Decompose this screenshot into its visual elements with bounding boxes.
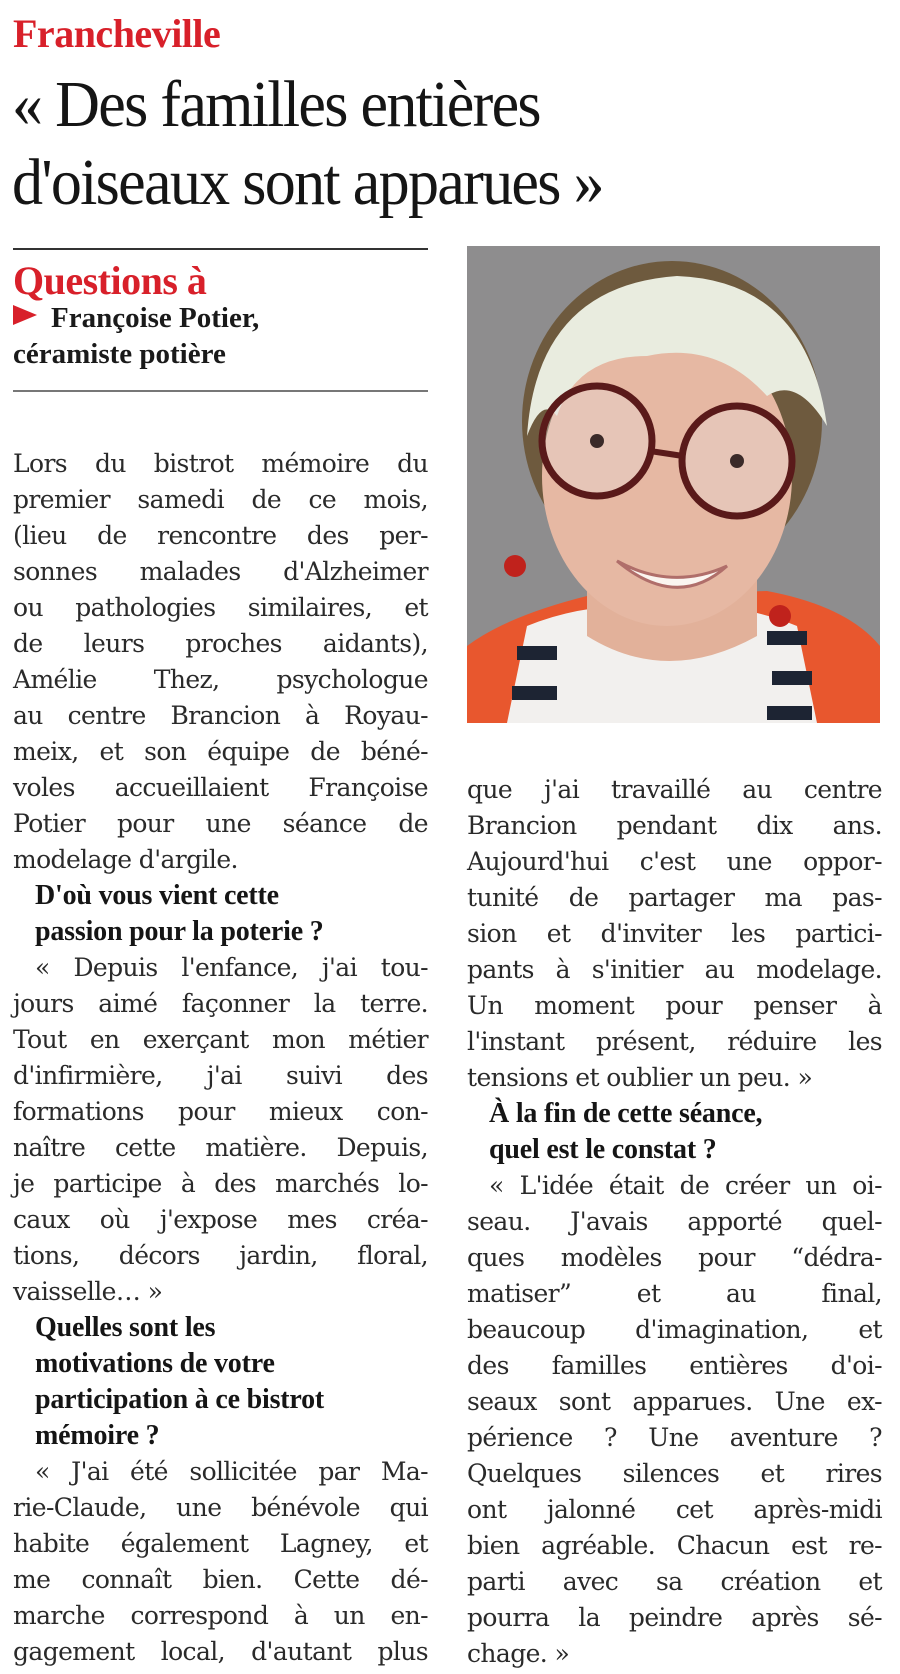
text-line: formations pour mieux con-: [13, 1097, 428, 1126]
text-line: « Depuis l'enfance, j'ai tou-: [35, 953, 428, 982]
text-line: jours aimé façonner la terre.: [13, 989, 428, 1018]
text-line: tunité de partager ma pas-: [467, 883, 882, 912]
interviewee-block: [13, 300, 259, 372]
text-line: caux où j'expose mes créa-: [13, 1205, 428, 1234]
text-line: sion et d'inviter les partici-: [467, 919, 882, 948]
right-column: [467, 772, 882, 1672]
text-line: Quelques silences et rires: [467, 1459, 882, 1488]
text-line: sonnes malades d'Alzheimer: [13, 557, 428, 586]
text-line: d'infirmière, j'ai suivi des: [13, 1061, 428, 1090]
text-line: parti avec sa création et: [467, 1567, 882, 1596]
divider-top: [13, 248, 428, 250]
interviewee-name: Françoise Potier,: [51, 302, 260, 334]
divider-bottom: [13, 390, 428, 392]
text-line: habite également Lagney, et: [13, 1529, 428, 1558]
text-line: vaisselle… »: [13, 1277, 163, 1306]
question-line: mémoire ?: [35, 1420, 160, 1451]
section-kicker: Francheville: [13, 11, 221, 56]
question-2: [13, 1310, 428, 1454]
answer-1: [13, 950, 428, 1310]
text-line: chage. »: [467, 1639, 570, 1668]
questions-label: Questions à: [13, 258, 207, 303]
red-triangle-icon: [13, 305, 37, 325]
intro-paragraph: [13, 446, 428, 878]
interviewee-role: céramiste potière: [13, 338, 226, 370]
text-line: premier samedi de ce mois,: [13, 485, 428, 514]
text-line: des familles entières d'oi-: [467, 1351, 882, 1380]
text-line: je participe à des marchés lo-: [13, 1169, 428, 1198]
text-line: Lors du bistrot mémoire du: [13, 449, 428, 478]
portrait-photo: [467, 246, 880, 723]
text-line: bien agréable. Chacun est re-: [467, 1531, 882, 1560]
headline-line-2: d'oiseaux sont apparues »: [12, 146, 603, 219]
question-line: motivations de votre: [35, 1348, 275, 1379]
text-line: de leurs proches aidants),: [13, 629, 428, 658]
text-line: tensions et oublier un peu. »: [467, 1063, 813, 1092]
question-line: passion pour la poterie ?: [35, 916, 324, 947]
text-line: me connaît bien. Cette dé-: [13, 1565, 428, 1594]
answer-3: [467, 1168, 882, 1672]
text-line: au centre Brancion à Royau-: [13, 701, 428, 730]
question-1: [13, 878, 428, 950]
question-line: Quelles sont les: [35, 1312, 216, 1343]
text-line: pants à s'initier au modelage.: [467, 955, 882, 984]
text-line: périence ? Une aventure ?: [467, 1423, 882, 1452]
question-line: À la fin de cette séance,: [489, 1098, 763, 1129]
text-line: gagement local, d'autant plus: [13, 1637, 428, 1666]
text-line: modelage d'argile.: [13, 845, 238, 874]
text-line: ont jalonné cet après-midi: [467, 1495, 882, 1524]
text-line: (lieu de rencontre des per-: [13, 521, 428, 550]
answer-2-continued: [467, 772, 882, 1096]
text-line: ques modèles pour “dédra-: [467, 1243, 882, 1272]
headline: [12, 66, 839, 222]
question-3: [467, 1096, 882, 1168]
text-line: Tout en exerçant mon métier: [13, 1025, 428, 1054]
text-line: Potier pour une séance de: [13, 809, 428, 838]
text-line: meix, et son équipe de béné-: [13, 737, 428, 766]
text-line: matiser” et au final,: [467, 1279, 882, 1308]
text-line: voles accueillaient Françoise: [13, 773, 428, 802]
text-line: « J'ai été sollicitée par Ma-: [35, 1457, 428, 1486]
answer-2: [13, 1454, 428, 1670]
text-line: Aujourd'hui c'est une oppor-: [467, 847, 882, 876]
headline-line-1: « Des familles entières: [12, 68, 540, 141]
text-line: beaucoup d'imagination, et: [467, 1315, 882, 1344]
text-line: tions, décors jardin, floral,: [13, 1241, 428, 1270]
text-line: « L'idée était de créer un oi-: [489, 1171, 882, 1200]
text-line: rie-Claude, une bénévole qui: [13, 1493, 428, 1522]
text-line: Brancion pendant dix ans.: [467, 811, 882, 840]
text-line: pourra la peindre après sé-: [467, 1603, 882, 1632]
text-line: seaux sont apparues. Une ex-: [467, 1387, 882, 1416]
text-line: l'instant présent, réduire les: [467, 1027, 882, 1056]
text-line: naître cette matière. Depuis,: [13, 1133, 428, 1162]
text-line: Un moment pour penser à: [467, 991, 882, 1020]
text-line: marche correspond à un en-: [13, 1601, 428, 1630]
text-line: seau. J'avais apporté quel-: [467, 1207, 882, 1236]
text-line: Amélie Thez, psychologue: [13, 665, 428, 694]
question-line: quel est le constat ?: [489, 1134, 717, 1165]
text-line: que j'ai travaillé au centre: [467, 775, 882, 804]
question-line: D'où vous vient cette: [35, 880, 279, 911]
left-column: [13, 446, 428, 1670]
text-line: ou pathologies similaires, et: [13, 593, 428, 622]
question-line: participation à ce bistrot: [35, 1384, 325, 1415]
